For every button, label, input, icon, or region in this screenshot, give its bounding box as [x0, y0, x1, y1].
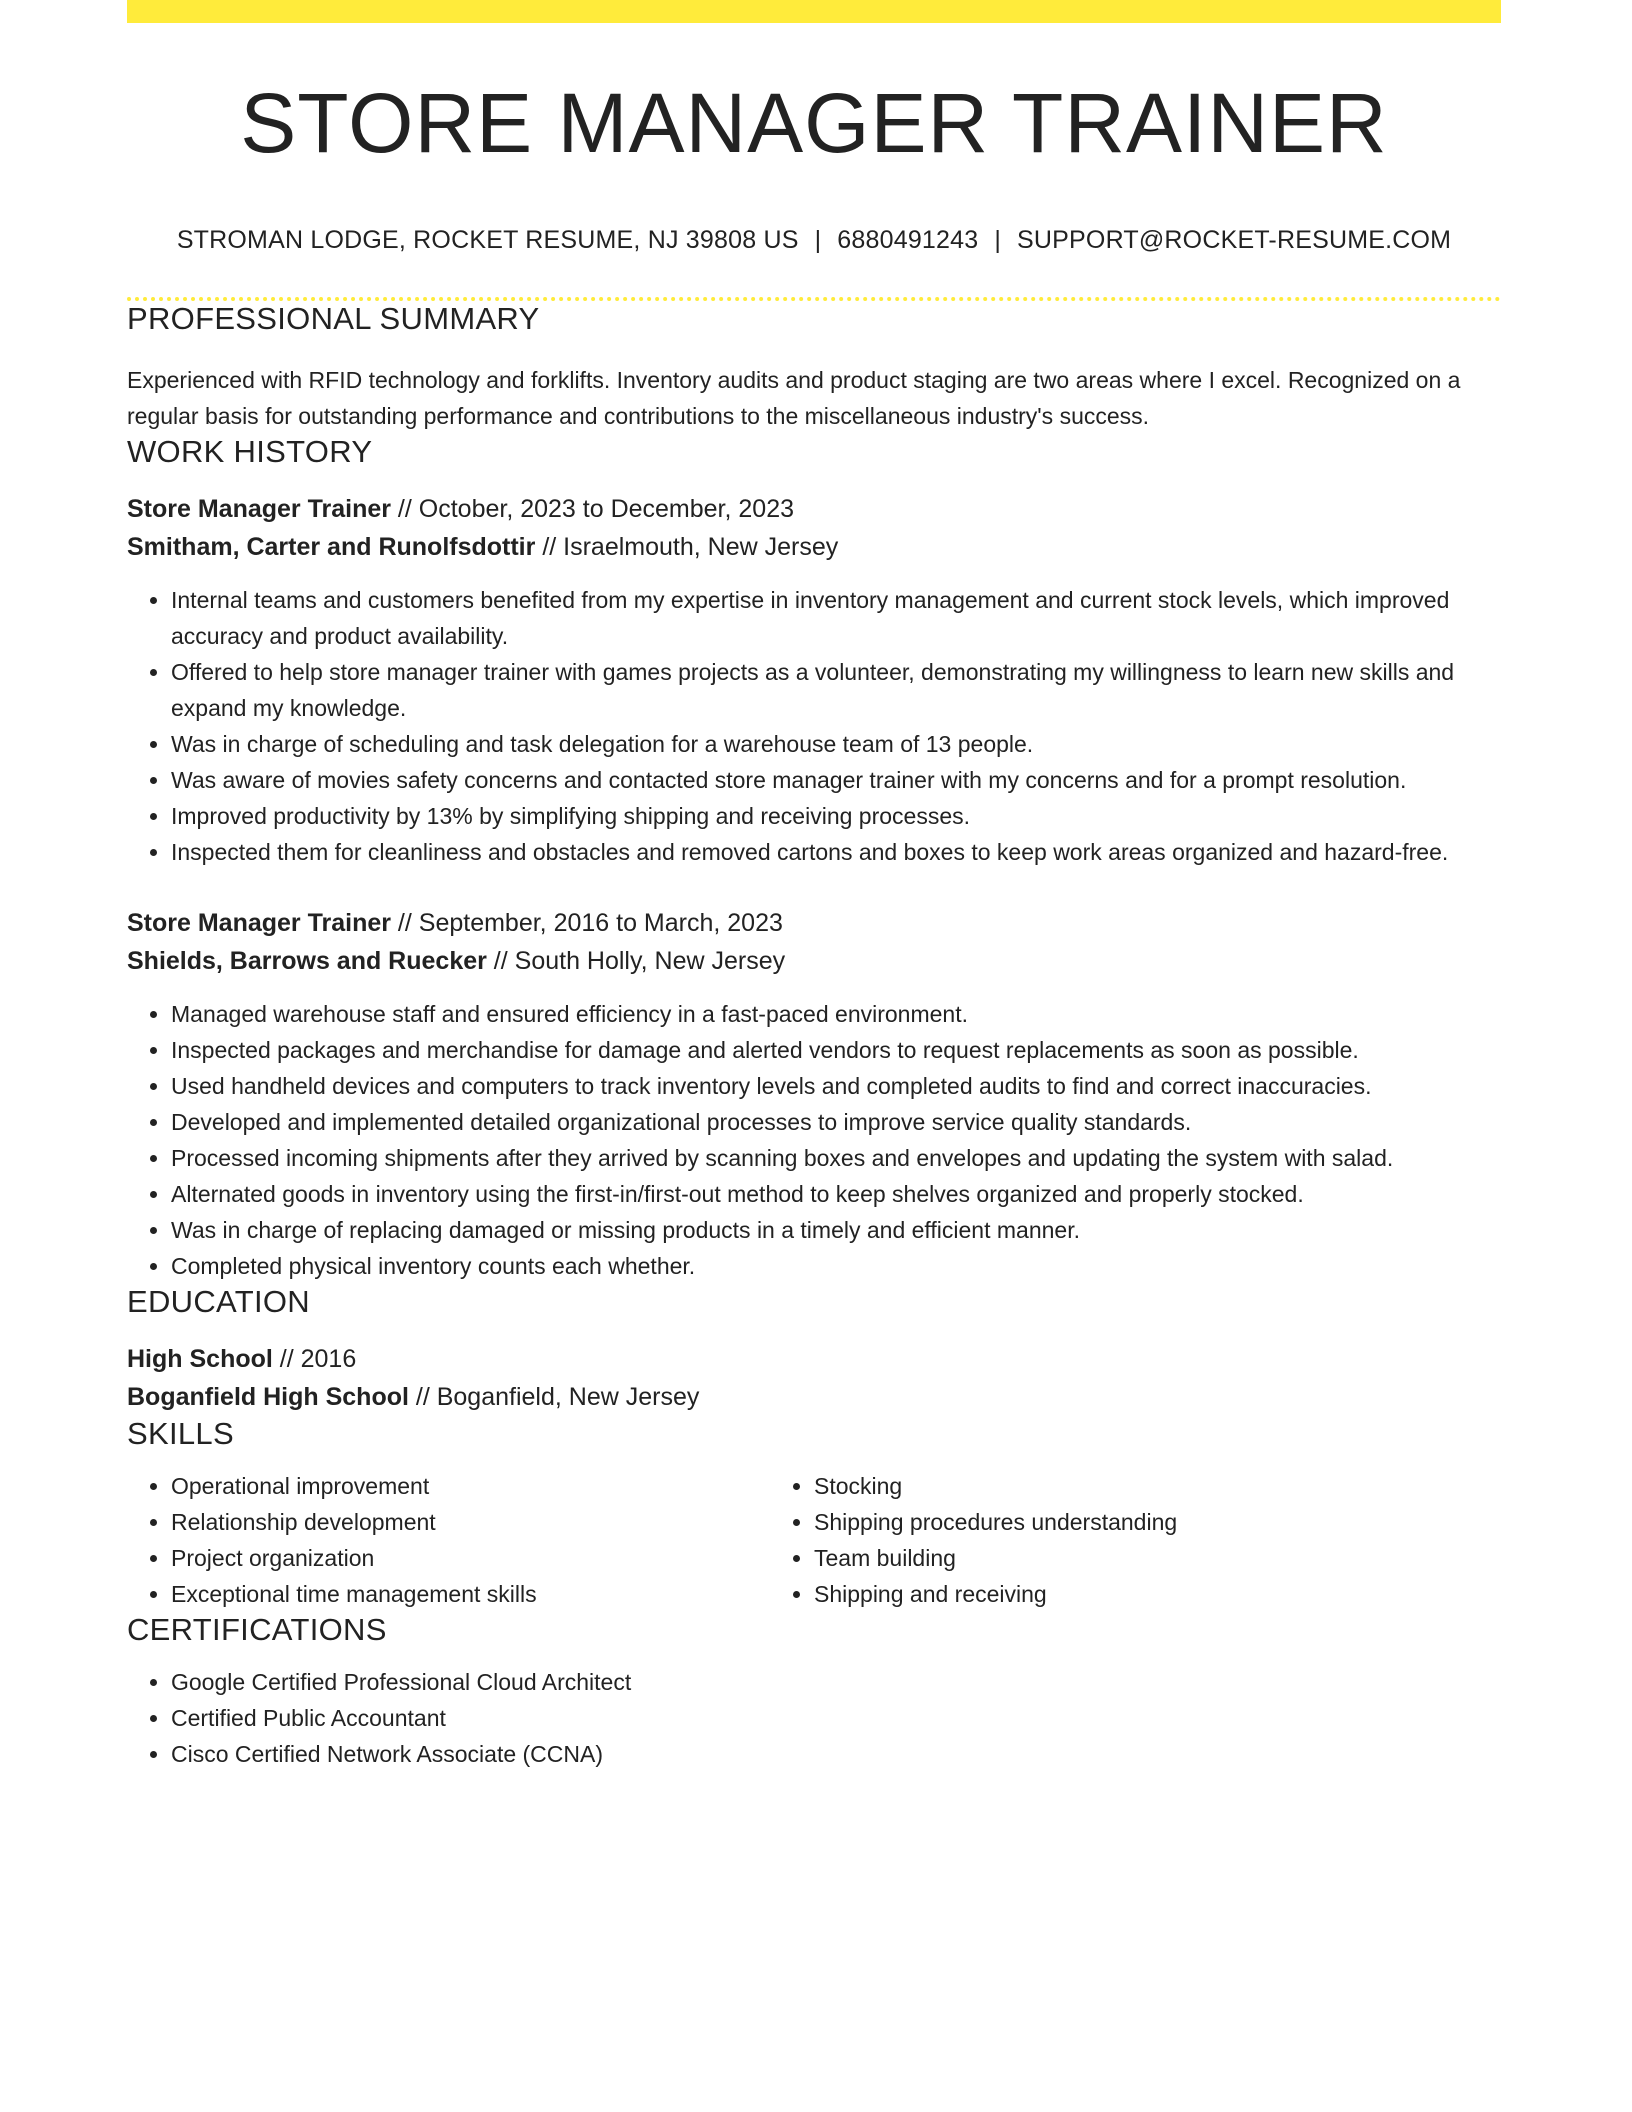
contact-phone: 6880491243 — [837, 226, 979, 254]
list-item: • Shipping procedures understanding — [814, 1504, 1413, 1540]
list-item: • Completed physical inventory counts each whether. — [171, 1248, 1501, 1284]
education-section — [127, 1284, 1501, 1416]
list-item: • Relationship development — [171, 1504, 770, 1540]
top-accent-bar — [127, 0, 1501, 23]
contact-email: SUPPORT@ROCKET-RESUME.COM — [1017, 226, 1452, 254]
skills-section — [127, 1416, 1501, 1612]
job-entry — [127, 490, 1501, 870]
list-item: • Project organization — [171, 1540, 770, 1576]
education-heading: EDUCATION — [127, 1284, 310, 1319]
education-school: Boganfield High School — [127, 1383, 409, 1411]
work-history-heading: WORK HISTORY — [127, 434, 373, 469]
job-role: Store Manager Trainer — [127, 909, 391, 937]
list-item: • Inspected them for cleanliness and obstacles and removed cartons and boxes to keep work areas organized and hazard-free. — [171, 834, 1501, 870]
education-location: // Boganfield, New Jersey — [408, 1383, 700, 1411]
certifications-list — [127, 1664, 1501, 1772]
job-title-line — [127, 904, 1501, 942]
job-role: Store Manager Trainer — [127, 495, 391, 523]
list-item: • Exceptional time management skills — [171, 1576, 770, 1612]
contact-separator: | — [814, 226, 822, 254]
summary-heading: PROFESSIONAL SUMMARY — [127, 301, 540, 336]
list-item: • Google Certified Professional Cloud Architect — [171, 1664, 1501, 1700]
list-item: • Was in charge of scheduling and task delegation for a warehouse team of 13 people. — [171, 726, 1501, 762]
education-year: // 2016 — [272, 1345, 357, 1373]
certifications-section — [127, 1612, 1501, 1772]
list-item: • Internal teams and customers benefited from my expertise in inventory management and current stock levels, which improved accuracy and product availability. — [171, 582, 1501, 654]
list-item: • Shipping and receiving — [814, 1576, 1413, 1612]
contact-line — [127, 226, 1501, 255]
list-item: • Team building — [814, 1540, 1413, 1576]
list-item: • Used handheld devices and computers to track inventory levels and completed audits to find and correct inaccuracies. — [171, 1068, 1501, 1104]
skills-left-column — [127, 1468, 770, 1612]
list-item: • Certified Public Accountant — [171, 1700, 1501, 1736]
job-location: // South Holly, New Jersey — [486, 947, 786, 975]
education-degree: High School — [127, 1345, 273, 1373]
list-item: • Managed warehouse staff and ensured efficiency in a fast-paced environment. — [171, 996, 1501, 1032]
list-item: • Improved productivity by 13% by simplifying shipping and receiving processes. — [171, 798, 1501, 834]
certifications-heading: CERTIFICATIONS — [127, 1612, 387, 1647]
job-dates: // September, 2016 to March, 2023 — [390, 909, 783, 937]
work-history-section — [127, 434, 1501, 1284]
skills-heading: SKILLS — [127, 1416, 234, 1451]
resume-name: STORE MANAGER TRAINER — [240, 76, 1388, 170]
job-bullets — [127, 582, 1501, 870]
list-item: • Stocking — [814, 1468, 1413, 1504]
list-item: • Was in charge of replacing damaged or missing products in a timely and efficient manner. — [171, 1212, 1501, 1248]
list-item: • Processed incoming shipments after they arrived by scanning boxes and envelopes and updating the system with salad. — [171, 1140, 1501, 1176]
list-item: • Developed and implemented detailed organizational processes to improve service quality standards. — [171, 1104, 1501, 1140]
contact-address: STROMAN LODGE, ROCKET RESUME, NJ 39808 US — [176, 226, 799, 254]
resume-page — [127, 0, 1501, 1772]
summary-text: Experienced with RFID technology and forklifts. Inventory audits and product staging are two areas where I excel. Recognized on a regular basis for outstanding performance and contributions to the miscellaneous industry's success. — [127, 367, 1461, 429]
job-location: // Israelmouth, New Jersey — [535, 533, 839, 561]
list-item: • Offered to help store manager trainer with games projects as a volunteer, demonstrating my willingness to learn new skills and expand my knowledge. — [171, 654, 1501, 726]
summary-section — [127, 301, 1501, 434]
contact-separator: | — [994, 226, 1002, 254]
job-title-line — [127, 490, 1501, 528]
list-item: • Alternated goods in inventory using the first-in/first-out method to keep shelves organized and properly stocked. — [171, 1176, 1501, 1212]
job-company-line — [127, 942, 1501, 980]
education-school-line — [127, 1378, 1501, 1416]
education-entry — [127, 1340, 1501, 1416]
job-company: Shields, Barrows and Ruecker — [127, 947, 487, 975]
list-item: • Was aware of movies safety concerns and contacted store manager trainer with my concerns and for a prompt resolution. — [171, 762, 1501, 798]
list-item: • Inspected packages and merchandise for damage and alerted vendors to request replacements as soon as possible. — [171, 1032, 1501, 1068]
skills-right-column — [770, 1468, 1413, 1612]
job-company: Smitham, Carter and Runolfsdottir — [127, 533, 536, 561]
list-item: • Cisco Certified Network Associate (CCNA) — [171, 1736, 1501, 1772]
job-company-line — [127, 528, 1501, 566]
list-item: • Operational improvement — [171, 1468, 770, 1504]
job-bullets — [127, 996, 1501, 1284]
job-entry — [127, 904, 1501, 1284]
education-degree-line — [127, 1340, 1501, 1378]
job-dates: // October, 2023 to December, 2023 — [390, 495, 795, 523]
skills-grid — [127, 1468, 1501, 1612]
